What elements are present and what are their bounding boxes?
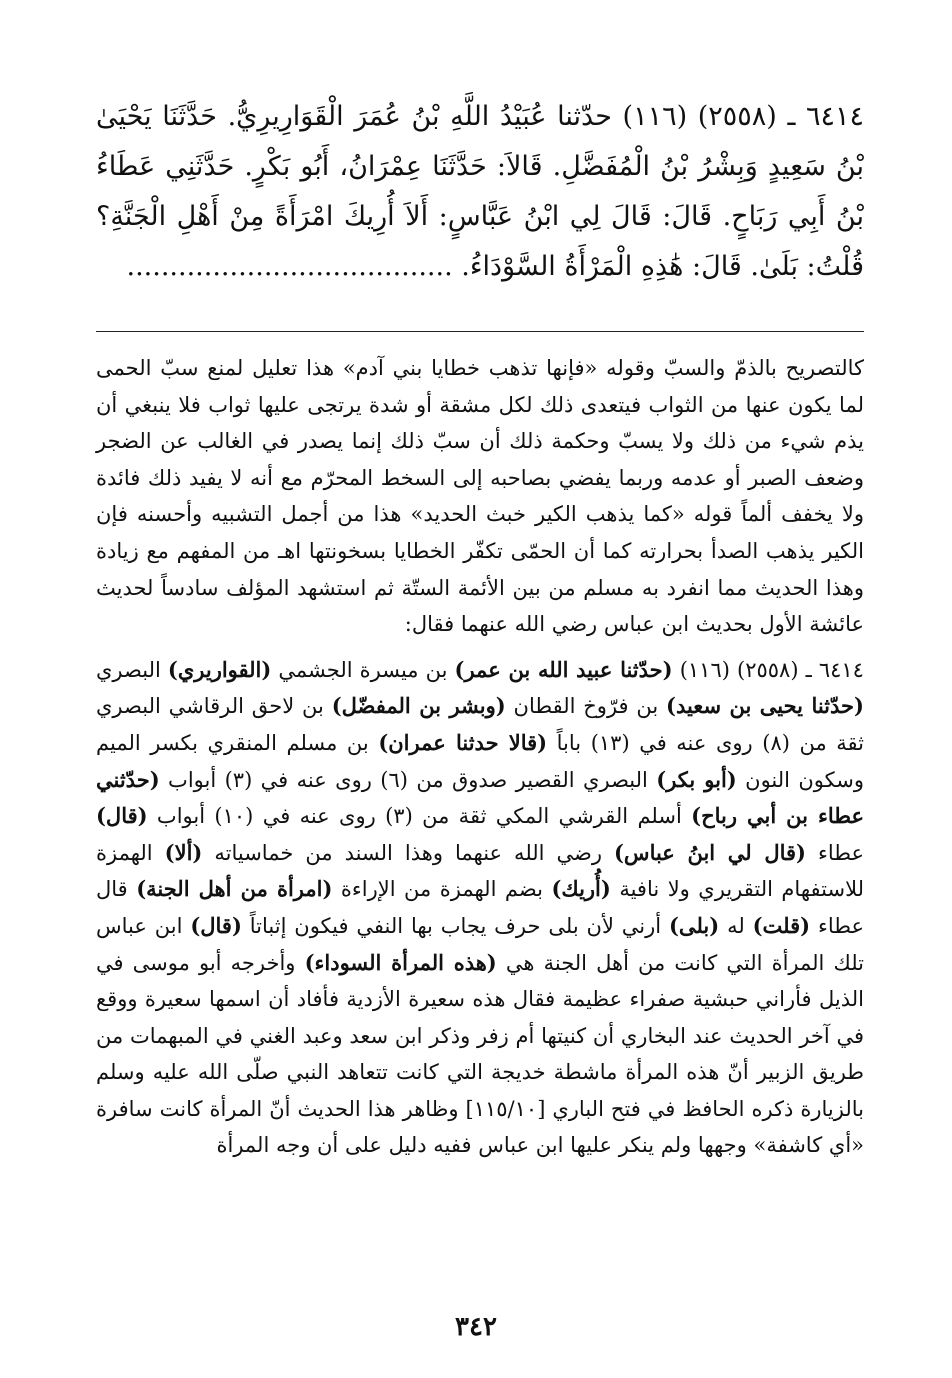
quoted-chain-segment: (قالا حدثنا عمران) — [378, 729, 548, 755]
quoted-chain-segment: (وبشر بن المفضّل) — [331, 693, 506, 719]
explanation-text: بضم الهمزة من الإراءة — [340, 877, 543, 902]
explanation-text: أرني لأن بلى حرف يجاب بها النفي فيكون إثباتاً — [249, 913, 662, 938]
explanation-text: البصري — [96, 657, 161, 682]
quoted-chain-segment: (امرأة من أهل الجنة) — [136, 876, 333, 902]
quoted-chain-segment: (حدّثنا عبيد الله بن عمر) — [454, 656, 673, 682]
explanation-text: ابن عباس تلك المرأة التي كانت من أهل الجنة هي — [96, 913, 865, 975]
explanation-text: وأخرجه أبو موسى في الذيل فأراني حبشية صفراء عظيمة فقال هذه سعيرة الأزدية فأفاد أن اسمها سعيرة ووقع في آخر الحديث عند البخاري أن كنيتها أم زفر وذكر ابن سعد وعبد الغني في المبهمات من طريق الزبير أنّ هذه المرأة ماشطة خديجة التي كانت تتعاهد النبي صلّى الله عليه وسلم بالزيارة ذكره الحافظ في فتح الباري [١١٥/١٠] وظاهر هذا الحديث أنّ المرأة كانت سافرة «أي كاشفة» وجهها ولم ينكر عليها ابن عباس ففيه دليل على أن وجه المرأة — [96, 950, 864, 1158]
page-number: ٣٤٢ — [455, 1312, 497, 1342]
explanation-text: قال عطاء — [96, 877, 864, 938]
quoted-chain-segment: (بلى) — [669, 912, 720, 938]
explanation-text: رضي الله عنهما وهذا السند من خماسياته — [214, 840, 602, 865]
explanation-text: عطاء — [817, 840, 864, 865]
quoted-chain-segment: (قلت) — [752, 912, 811, 938]
explanation-text: له — [727, 913, 745, 938]
commentary-block — [96, 350, 864, 1164]
hadith-text: ٦٤١٤ ـ (٢٥٥٨) (١١٦) حدّثنا عُبَيْدُ اللَّهِ بْنُ عُمَرَ الْقَوَارِيرِيُّ. حَدَّثَنَا يَحْيَىٰ بْنُ سَعِيدٍ وَبِشْرُ بْنُ الْمُفَضَّلِ. قَالاَ: حَدَّثَنَا عِمْرَانُ، أَبُو بَكْرٍ. حَدَّثَنِي عَطَاءُ بْنُ أَبِي رَبَاحٍ. قَالَ: قَالَ لِي ابْنُ عَبَّاسٍ: أَلاَ أُرِيكَ امْرَأَةً مِنْ أَهْلِ الْجَنَّةِ؟ قُلْتُ: بَلَىٰ. قَالَ: هَٰذِهِ الْمَرْأَةُ السَّوْدَاءُ. ...................................... — [96, 101, 865, 282]
commentary-paragraph-1: كالتصريح بالذمّ والسبّ وقوله «فإنها تذهب خطايا بني آدم» هذا تعليل لمنع سبّ الحمى لما يكون عنها من الثواب فيتعدى ذلك لكل مشقة أو شدة يرتجى عليها ثواب فلا ينبغي أن يذم شيء من ذلك ولا يسبّ وحكمة ذلك أن سبّ ذلك إنما يصدر في الغالب عن الضجر وضعف الصبر أو عدمه وربما يفضي بصاحبه إلى السخط المحرّم مع أنه لا يفيد ذلك فائدة ولا يخفف ألماً قوله «كما يذهب الكير خبث الحديد» هذا من أجمل التشبيه وأحسنه فإن الكير يذهب الصدأ بحرارته كما أن الحمّى تكفّر الخطايا بسخونتها اهـ من المفهم مع زيادة وهذا الحديث مما انفرد به مسلم من بين الأئمة الستّة ثم استشهد المؤلف سادساً لحديث عائشة الأول بحديث ابن عباس رضي الله عنهما فقال: — [96, 356, 864, 637]
commentary-paragraph-2 — [96, 652, 864, 1164]
explanation-text: بن ميسرة الجشمي — [278, 657, 448, 682]
hadith-number: ٦٤١٤ ـ (٢٥٥٨) (١١٦) — [679, 657, 864, 682]
footnote-separator — [96, 331, 864, 332]
quoted-chain-segment: (ألا) — [164, 839, 203, 865]
explanation-text: بن لاحق الرقاشي البصري ثقة من (٨) روى عنه في (١٣) باباً — [96, 694, 864, 755]
quoted-chain-segment: (حدّثني عطاء بن أبي رباح) — [96, 766, 864, 829]
quoted-chain-segment: (هذه المرأة السوداء) — [304, 949, 497, 975]
explanation-text: بن مسلم المنقري بكسر الميم وسكون النون — [96, 730, 864, 792]
explanation-text: أسلم القرشي المكي ثقة من (٣) روى عنه في (١٠) أبواب — [156, 804, 682, 829]
explanation-text: الهمزة للاستفهام التقريري ولا نافية — [96, 840, 864, 902]
quoted-chain-segment: (القواريري) — [167, 656, 272, 682]
explanation-text: بن فرّوخ القطان — [513, 694, 659, 719]
quoted-chain-segment: (قال) — [190, 912, 242, 938]
quoted-chain-segment: (أبو بكر) — [656, 766, 737, 792]
hadith-text-block — [96, 92, 864, 292]
quoted-chain-segment: (حدّثنا يحيى بن سعيد) — [666, 693, 864, 719]
quoted-chain-segment: (قال) — [96, 803, 148, 829]
explanation-text: البصري القصير صدوق من (٦) روى عنه في (٣) أبواب — [168, 767, 648, 792]
quoted-chain-segment: (قال لي ابنُ عباس) — [614, 839, 806, 865]
quoted-chain-segment: (أُريك) — [551, 876, 611, 902]
